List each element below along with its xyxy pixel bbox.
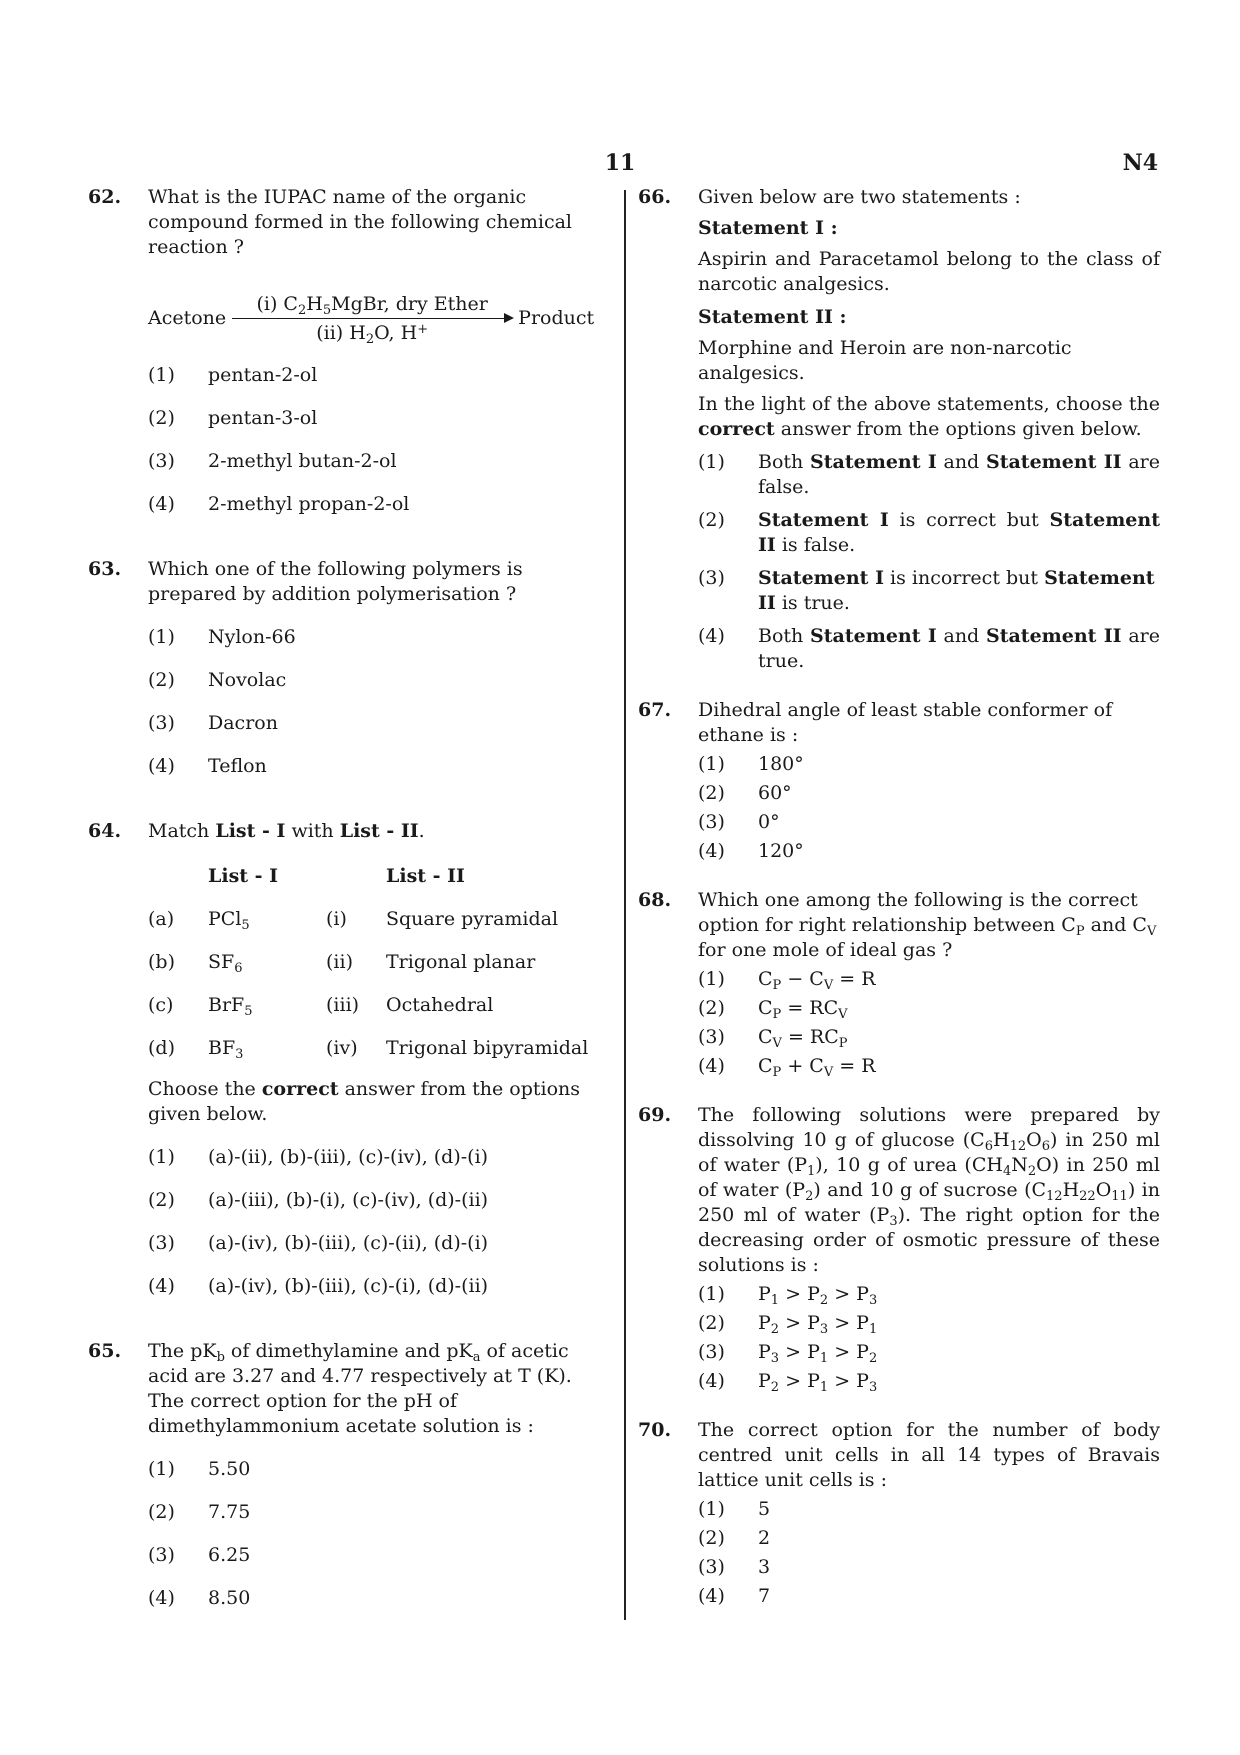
option-3[interactable]: (3) 0° [698, 811, 780, 833]
options-list [148, 1145, 608, 1299]
option-1[interactable]: (1) $P_1 > P_2 > P_3$ [698, 1283, 878, 1308]
option-4[interactable]: (4) Teflon [148, 755, 267, 777]
question-text: The $pK_b$ of dimethylamine and $pK_a$ of acetic acid are 3.27 and 4.77 respectively at T (K). The correct option for the pH of dimethylammonium acetate solution is : [148, 1340, 572, 1437]
options-list [698, 967, 1160, 1079]
question-text: The following solutions were prepared by dissolving 10 g of glucose $(C_6H_{12}O_6)$ in 250 ml of water $(P_1)$, 10 g of urea $(CH_4N_2O)$ in 250 ml of water $(P_2)$ and 10 g of sucrose $(C_{12}H_{22}O_{11})$ in 250 ml of water $(P_3)$. The right option for the decreasing order of osmotic pressure of these solutions is : [698, 1104, 1161, 1276]
option-1[interactable]: (1) pentan-2-ol [148, 364, 318, 386]
option-2[interactable]: (2) $C_P = RC_V$ [698, 997, 848, 1022]
option-3[interactable]: (3) Statement I is incorrect but Statement II is true. [698, 567, 1155, 614]
options-list [698, 450, 1160, 674]
question-text: Which one among the following is the correct option for right relationship between $C_P$ and $C_V$ for one mole of ideal gas ? [698, 889, 1157, 961]
compound: PCl$_5$ [208, 908, 250, 933]
option-1[interactable]: (1) 5 [698, 1498, 771, 1520]
options-list [148, 1457, 608, 1611]
option-3[interactable]: (3) 3 [698, 1556, 771, 1578]
options-list [698, 1497, 1160, 1609]
option-3[interactable]: (3) 2-methyl butan-2-ol [148, 450, 397, 472]
option-3[interactable]: (3) 6.25 [148, 1544, 251, 1566]
reactant: Acetone [148, 307, 227, 329]
arrow-icon [232, 318, 512, 319]
column-divider [624, 190, 626, 1620]
question-number: 69. [638, 1104, 672, 1126]
question-70 [638, 1418, 1160, 1609]
question-number: 62. [88, 186, 122, 208]
question-number: 70. [638, 1419, 672, 1441]
reaction-scheme [148, 292, 608, 345]
match-row: (a) PCl$_5$ (i) Square pyramidal [148, 908, 559, 933]
reaction-arrow [232, 292, 512, 345]
statement-1-text: Aspirin and Paracetamol belong to the class of narcotic analgesics. [698, 248, 1160, 295]
option-1[interactable]: (1) 180° [698, 753, 804, 775]
option-4[interactable]: (4) $P_2 > P_1 > P_3$ [698, 1370, 878, 1395]
question-number: 68. [638, 889, 672, 911]
question-67 [638, 698, 1160, 864]
options-list [148, 625, 608, 779]
page-number: 11 [604, 150, 636, 176]
option-2[interactable]: (2) 7.75 [148, 1501, 251, 1523]
question-text: The correct option for the number of body centred unit cells in all 14 types of Bravais lattice unit cells is : [698, 1419, 1160, 1491]
option-2[interactable]: (2) 60° [698, 782, 792, 804]
match-row: (b) $SF_6$ (ii) Trigonal planar [148, 951, 536, 976]
match-row: (d) $BF_3$ (iv) Trigonal bipyramidal [148, 1037, 589, 1062]
options-list [148, 363, 608, 517]
instruction-text: Choose the correct answer from the options given below. [148, 1078, 581, 1125]
compound: $BF_3$ [208, 1037, 244, 1062]
reagent-step-1: (i) $C_2H_5MgBr$, dry Ether [256, 293, 488, 318]
question-62 [88, 185, 608, 517]
question-68 [638, 888, 1160, 1079]
option-4[interactable]: (4) 120° [698, 840, 804, 862]
match-table [148, 864, 608, 1061]
options-list [698, 1282, 1160, 1394]
question-text: Match List - I with List - II. [148, 820, 425, 842]
question-65 [88, 1339, 608, 1611]
option-4[interactable]: (4) 2-methyl propan-2-ol [148, 493, 410, 515]
reagent-step-2: (ii) $H_2O$, H+ [316, 322, 429, 347]
match-table-header [148, 864, 608, 889]
question-intro: Given below are two statements : [698, 186, 1021, 208]
statement-1-title: Statement I : [698, 217, 838, 239]
option-2[interactable]: (2) pentan-3-ol [148, 407, 318, 429]
option-1[interactable]: (1) 5.50 [148, 1458, 251, 1480]
option-2[interactable]: (2) (a)-(iii), (b)-(i), (c)-(iv), (d)-(ii) [148, 1189, 489, 1211]
option-1[interactable]: (1) $C_P - C_V = R$ [698, 968, 876, 993]
options-list [698, 752, 1160, 864]
question-number: 64. [88, 820, 122, 842]
statement-2-text: Morphine and Heroin are non-narcotic analgesics. [698, 337, 1072, 384]
product: Product [518, 307, 595, 329]
question-number: 66. [638, 186, 672, 208]
question-text: Dihedral angle of least stable conformer of ethane is : [698, 699, 1113, 746]
question-69 [638, 1103, 1160, 1394]
option-1[interactable]: (1) Nylon-66 [148, 626, 296, 648]
question-text: Which one of the following polymers is prepared by addition polymerisation ? [148, 558, 523, 605]
statement-2-title: Statement II : [698, 306, 847, 328]
question-66 [638, 185, 1160, 674]
option-3[interactable]: (3) Dacron [148, 712, 278, 734]
question-number: 63. [88, 558, 122, 580]
option-4[interactable]: (4) $C_P + C_V = R$ [698, 1055, 876, 1080]
option-1[interactable]: (1) (a)-(ii), (b)-(iii), (c)-(iv), (d)-(i) [148, 1146, 489, 1168]
question-text: What is the IUPAC name of the organic compound formed in the following chemical reaction ? [148, 186, 573, 258]
option-4[interactable]: (4) 7 [698, 1585, 771, 1607]
question-64 [88, 819, 608, 1299]
option-4[interactable]: (4) 8.50 [148, 1587, 251, 1609]
option-2[interactable]: (2) Statement I is correct but Statement II is false. [698, 509, 1160, 556]
option-4[interactable]: (4) Both Statement I and Statement II are true. [698, 625, 1160, 672]
option-3[interactable]: (3) $P_3 > P_1 > P_2$ [698, 1341, 878, 1366]
option-3[interactable]: (3) (a)-(iv), (b)-(iii), (c)-(ii), (d)-(i) [148, 1232, 489, 1254]
question-number: 65. [88, 1340, 122, 1362]
left-column [88, 185, 608, 1611]
instruction-text: In the light of the above statements, choose the correct answer from the options given below. [698, 393, 1160, 440]
question-63 [88, 557, 608, 779]
match-row: (c) BrF$_5$ (iii) Octahedral [148, 994, 494, 1019]
option-3[interactable]: (3) $C_V = RC_P$ [698, 1026, 848, 1051]
option-2[interactable]: (2) 2 [698, 1527, 771, 1549]
list-2-heading: List - II [386, 865, 465, 887]
question-number: 67. [638, 699, 672, 721]
booklet-code: N4 [1122, 150, 1158, 176]
compound: BrF$_5$ [208, 994, 253, 1019]
option-2[interactable]: (2) $P_2 > P_3 > P_1$ [698, 1312, 878, 1337]
right-column [638, 185, 1160, 1609]
option-2[interactable]: (2) Novolac [148, 669, 287, 691]
compound: $SF_6$ [208, 951, 243, 976]
option-1[interactable]: (1) Both Statement I and Statement II are false. [698, 451, 1160, 498]
list-1-heading: List - I [208, 865, 279, 887]
option-4[interactable]: (4) (a)-(iv), (b)-(iii), (c)-(i), (d)-(ii) [148, 1275, 489, 1297]
